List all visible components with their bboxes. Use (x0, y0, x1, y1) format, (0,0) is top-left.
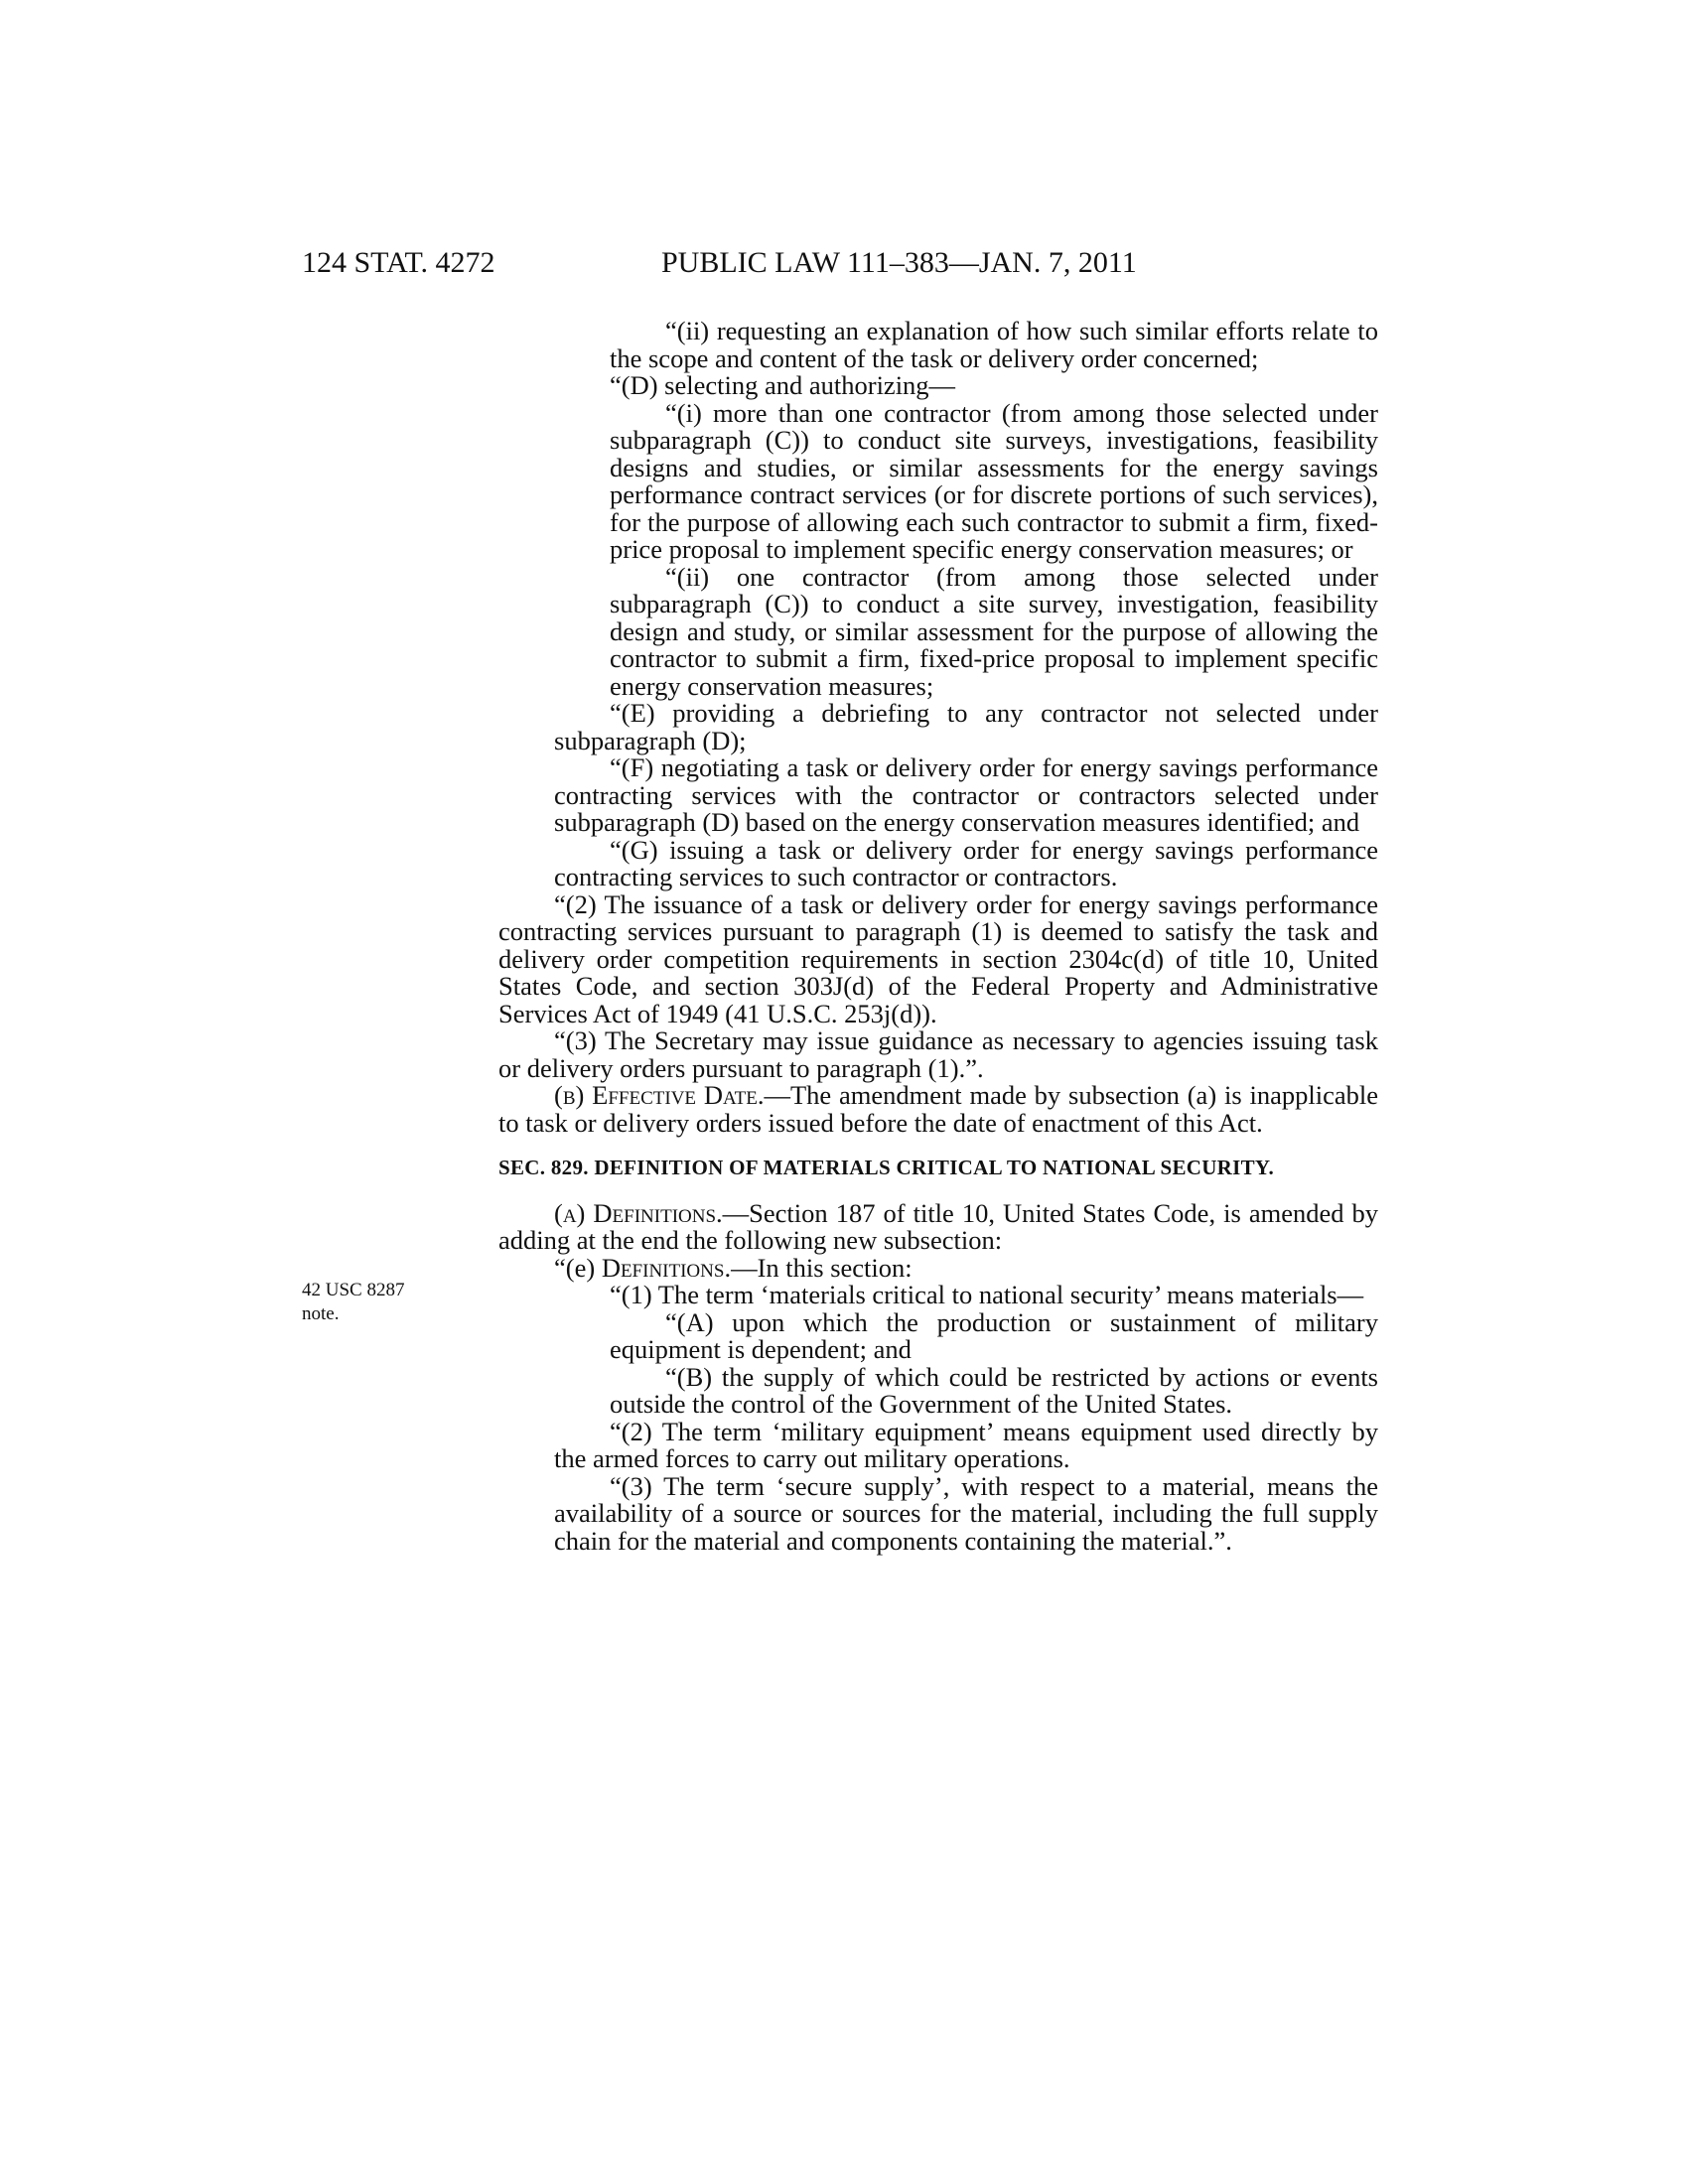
definitions-text: —Section 187 of title 10, United States Code, is amended by adding at the end the following new subsection: (498, 1197, 1379, 1255)
clause-c-ii: “(ii) requesting an explanation of how such similar efforts relate to the scope and content of the task or delivery order concerned; (610, 316, 1378, 373)
subsection-e-definitions (498, 1252, 1378, 1283)
effective-date-label: (b) Effective Date. (554, 1080, 765, 1110)
subsection-e-label: Definitions. (601, 1252, 732, 1283)
subsection-e-prefix: “(e) (554, 1252, 602, 1283)
public-law-title: PUBLIC LAW 111–383—JAN. 7, 2011 (661, 246, 1137, 279)
section-829-heading: SEC. 829. DEFINITION OF MATERIALS CRITICAL TO NATIONAL SECURITY. (498, 1156, 1275, 1179)
paragraph-3: “(3) The Secretary may issue guidance as necessary to agencies issuing task or delivery orders pursuant to paragraph (1).”. (498, 1025, 1378, 1083)
definition-1-b: “(B) the supply of which could be restricted by actions or events outside the control of the Government of the United States. (610, 1361, 1378, 1419)
clause-d-ii: “(ii) one contractor (from among those selected under subparagraph (C)) to conduct a site survey, investigation, feasibility design and study, or similar assessment for the purpose of allowing the contractor to submit a firm, fixed-price proposal to implement specific energy conservation measures; (610, 561, 1378, 701)
margin-note-line-1: 42 USC 8287 (302, 1280, 405, 1300)
definitions-label: (a) Definitions. (554, 1197, 723, 1228)
definition-1: “(1) The term ‘materials critical to national security’ means materials— (610, 1280, 1364, 1309)
definition-1-a: “(A) upon which the production or sustainment of military equipment is dependent; and (610, 1306, 1378, 1364)
subparagraph-g: “(G) issuing a task or delivery order for energy savings performance contracting services to such contractor or contractors. (554, 834, 1378, 891)
paragraph-2: “(2) The issuance of a task or delivery order for energy savings performance contracting services pursuant to paragraph (1) is deemed to satisfy the task and delivery order competition requirements in section 2304c(d) of title 10, United States Code, and section 303J(d) of the Federal Property and Administrative Services Act of 1949 (41 U.S.C. 253j(d)). (498, 888, 1378, 1028)
subsection-e-text: —In this section: (731, 1252, 913, 1283)
statute-reference: 124 STAT. 4272 (302, 246, 495, 279)
clause-d-i: “(i) more than one contractor (from among those selected under subparagraph (C)) to conduct site surveys, investigations, feasibility designs and studies, or similar assessments for the energy savings performance contract services (or for discrete portions of such services), for the purpose of allowing each such contractor to submit a firm, fixed-price proposal to implement specific energy conservation measures; or (610, 397, 1378, 564)
subparagraph-f: “(F) negotiating a task or delivery order for energy savings performance contracting services with the contractor or contractors selected under subparagraph (D) based on the energy conservation measures identified; and (554, 752, 1378, 837)
page-header (302, 246, 1390, 290)
subparagraph-d: “(D) selecting and authorizing— (610, 370, 956, 400)
document-body (498, 318, 1378, 1555)
margin-citation-note (302, 1279, 441, 1326)
margin-note-line-2: note. (302, 1303, 340, 1324)
subsection-a-definitions (498, 1197, 1379, 1255)
subparagraph-e: “(E) providing a debriefing to any contractor not selected under subparagraph (D); (554, 698, 1378, 755)
definition-2: “(2) The term ‘military equipment’ means equipment used directly by the armed forces to carry out military operations. (554, 1416, 1378, 1473)
definition-3: “(3) The term ‘secure supply’, with respect to a material, means the availability of a source or sources for the material, including the full supply chain for the material and components containing the material.”. (554, 1470, 1378, 1556)
subsection-b-effective-date (498, 1082, 1378, 1137)
effective-date-text: —The amendment made by subsection (a) is inapplicable to task or delivery orders issued before the date of enactment of this Act. (498, 1080, 1378, 1138)
